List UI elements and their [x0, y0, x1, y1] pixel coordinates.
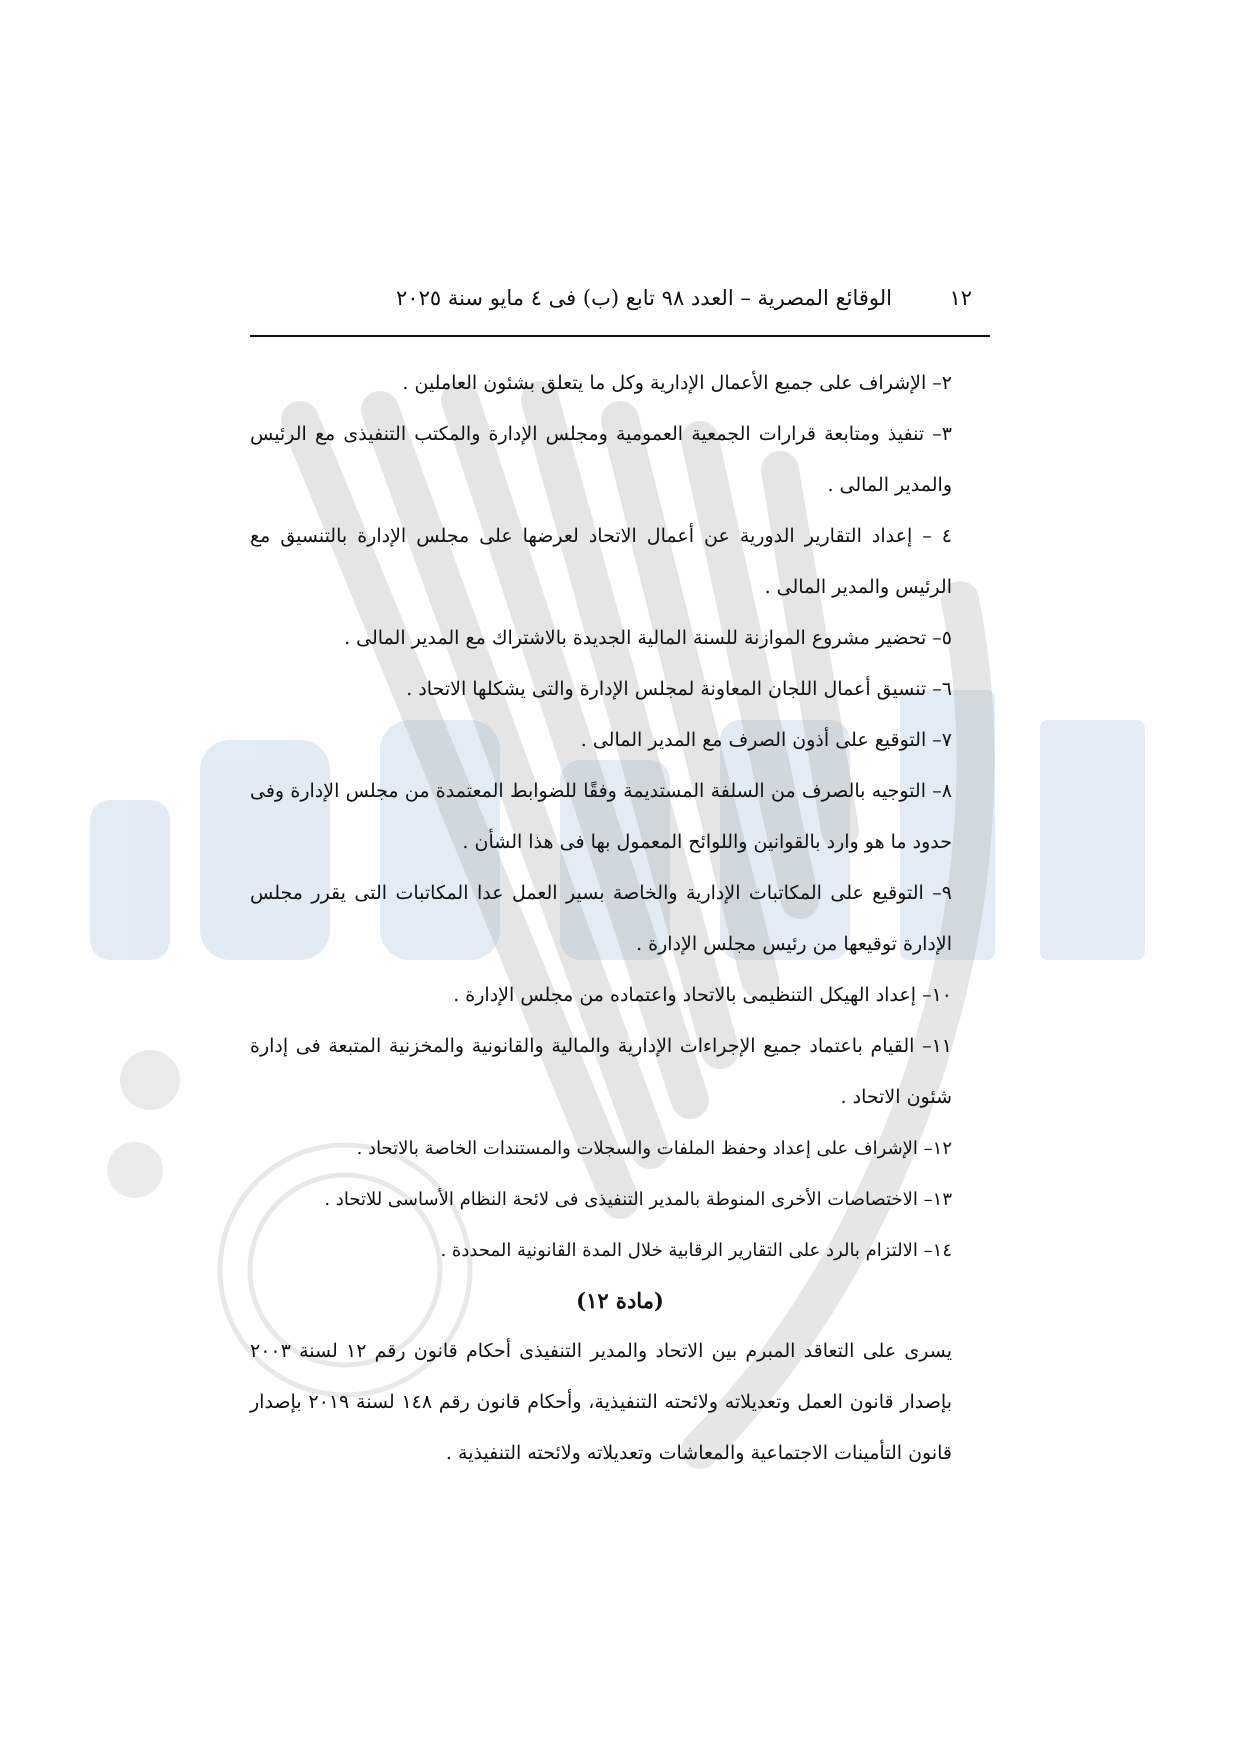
page-number: ١٢	[949, 286, 972, 310]
list-item-12: ١٢– الإشراف على إعداد وحفظ الملفات والسجلات والمستندات الخاصة بالاتحاد .	[356, 1138, 952, 1159]
header-rule	[250, 335, 990, 337]
list-item-10: ١٠– إعداد الهيكل التنظيمى بالاتحاد واعتماده من مجلس الإدارة .	[453, 984, 952, 1006]
document-page	[250, 0, 990, 1755]
article-text: يسرى على التعاقد المبرم بين الاتحاد والمدير التنفيذى أحكام قانون رقم ١٢ لسنة ٢٠٠٣ بإصدار قانون العمل وتعديلاته ولائحته التنفيذية، وأحكام قانون رقم ١٤٨ لسنة ٢٠١٩ بإصدار قانون التأمينات الاجتماعية والمعاشات وتعديلاته ولائحته التنفيذية .	[250, 1340, 952, 1464]
list-item-4: ٤ – إعداد التقارير الدورية عن أعمال الاتحاد لعرضها على مجلس الإدارة بالتنسيق مع الرئيس والمدير المالى .	[250, 525, 952, 598]
list-item-13: ١٣– الاختصاصات الأخرى المنوطة بالمدير التنفيذى فى لائحة النظام الأساسى للاتحاد .	[324, 1189, 952, 1210]
list-item-3: ٣– تنفيذ ومتابعة قرارات الجمعية العمومية ومجلس الإدارة والمكتب التنفيذى مع الرئيس والمدير المالى .	[250, 423, 952, 496]
article-heading: (مادة ١٢)	[576, 1288, 664, 1313]
list-item-9: ٩– التوقيع على المكاتبات الإدارية والخاصة بسير العمل عدا المكاتبات التى يقرر مجلس الإدارة توقيعها من رئيس مجلس الإدارة .	[250, 882, 952, 955]
list-item-7: ٧– التوقيع على أذون الصرف مع المدير المالى .	[580, 729, 952, 751]
watermark-dots	[107, 1050, 180, 1198]
list-item-5: ٥– تحضير مشروع الموازنة للسنة المالية الجديدة بالاشتراك مع المدير المالى .	[344, 627, 952, 649]
list-item-14: ١٤– الالتزام بالرد على التقارير الرقابية خلال المدة القانونية المحددة .	[440, 1240, 952, 1261]
list-item-11: ١١– القيام باعتماد جميع الإجراءات الإدارية والمالية والقانونية والمخزنية المتبعة فى إدارة شئون الاتحاد .	[250, 1035, 952, 1108]
list-item-2: ٢– الإشراف على جميع الأعمال الإدارية وكل ما يتعلق بشئون العاملين .	[402, 372, 952, 394]
page-header	[250, 286, 990, 326]
list-item-8: ٨– التوجيه بالصرف من السلفة المستديمة وفقًا للضوابط المعتمدة من مجلس الإدارة وفى حدود ما هو وارد بالقوانين واللوائح المعمول بها فى هذا الشأن .	[250, 780, 952, 853]
document-body	[250, 358, 990, 1479]
list-item-6: ٦– تنسيق أعمال اللجان المعاونة لمجلس الإدارة والتى يشكلها الاتحاد .	[406, 678, 952, 700]
gazette-title: الوقائع المصرية – العدد ٩٨ تابع (ب) فى ٤ مايو سنة ٢٠٢٥	[396, 286, 892, 310]
